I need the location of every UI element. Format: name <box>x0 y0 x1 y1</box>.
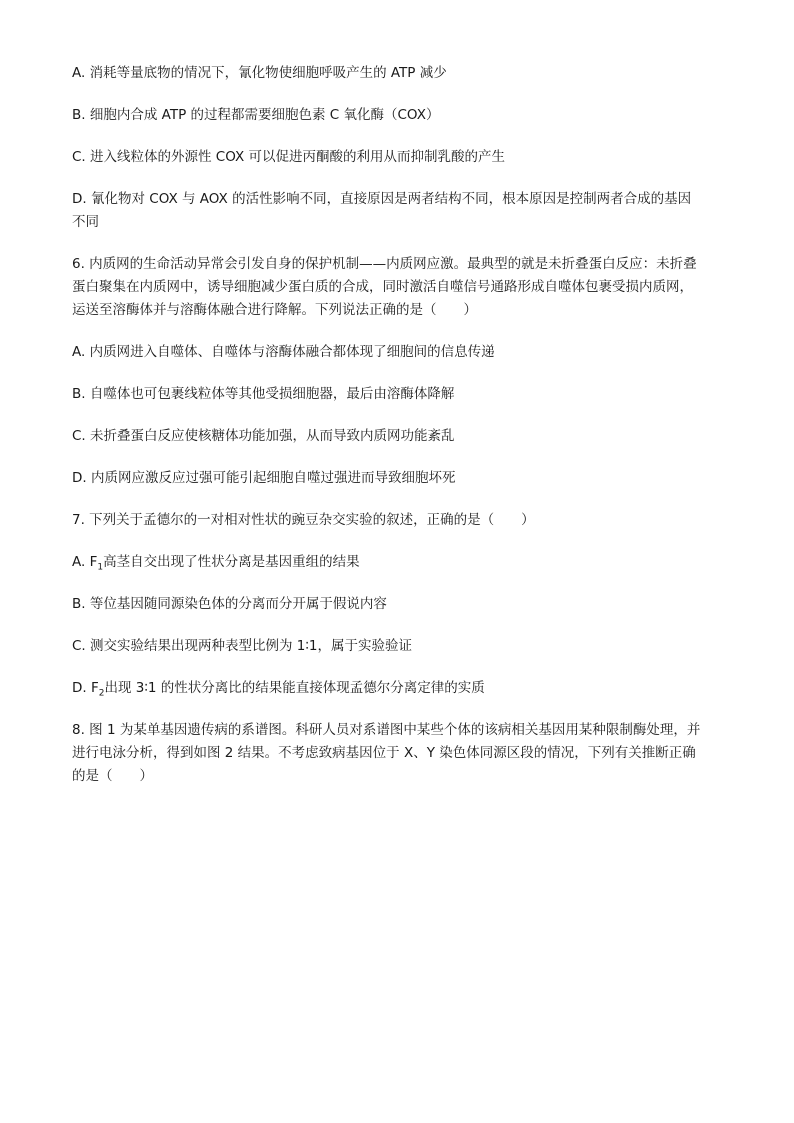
document-page <box>72 62 732 807</box>
q5-option-a: A. 消耗等量底物的情况下，氰化物使细胞呼吸产生的 ATP 减少 <box>72 65 447 81</box>
q6-stem-line2: 蛋白聚集在内质网中，诱导细胞减少蛋白质的合成，同时激活自噬信号通路形成自噬体包裹受损内质网， <box>72 279 693 295</box>
q7-option-b: B. 等位基因随同源染色体的分离而分开属于假说内容 <box>72 596 387 612</box>
q6-stem-line3: 运送至溶酶体并与溶酶体融合进行降解。下列说法正确的是（ ） <box>72 302 477 318</box>
q7-option-d-prefix: D. F <box>72 680 99 696</box>
q6-option-d: D. 内质网应激反应过强可能引起细胞自噬过强进而导致细胞坏死 <box>72 470 456 486</box>
q5-option-b: B. 细胞内合成 ATP 的过程都需要细胞色素 C 氧化酶（COX） <box>72 107 440 123</box>
q6-option-b: B. 自噬体也可包裹线粒体等其他受损细胞器，最后由溶酶体降解 <box>72 386 455 402</box>
q5-option-d-line2: 不同 <box>72 214 99 230</box>
q8-stem <box>72 719 732 788</box>
q5-option-c: C. 进入线粒体的外源性 COX 可以促进丙酮酸的利用从而抑制乳酸的产生 <box>72 149 506 165</box>
q7-stem: 7. 下列关于孟德尔的一对相对性状的豌豆杂交实验的叙述，正确的是（ ） <box>72 512 535 528</box>
q7-option-a-subscript: 1 <box>97 562 104 573</box>
q7-option-a <box>72 551 732 574</box>
q7-option-c: C. 测交实验结果出现两种表型比例为 1∶1，属于实验验证 <box>72 638 412 654</box>
q8-stem-line2: 进行电泳分析，得到如图 2 结果。不考虑致病基因位于 X、Y 染色体同源区段的情况，下列有关推断正确 <box>72 745 696 761</box>
q5-option-d <box>72 188 732 234</box>
q5-option-d-line1: D. 氰化物对 COX 与 AOX 的活性影响不同，直接原因是两者结构不同，根本原因是控制两者合成的基因 <box>72 191 692 207</box>
q7-option-d <box>72 677 732 700</box>
q7-option-d-text: 出现 3∶1 的性状分离比的结果能直接体现孟德尔分离定律的实质 <box>104 680 485 696</box>
q8-stem-line3: 的是（ ） <box>72 768 153 784</box>
q7-option-d-subscript: 2 <box>98 688 105 699</box>
q6-option-c: C. 未折叠蛋白反应使核糖体功能加强，从而导致内质网功能紊乱 <box>72 428 455 444</box>
q6-stem <box>72 253 732 322</box>
q6-option-a: A. 内质网进入自噬体、自噬体与溶酶体融合都体现了细胞间的信息传递 <box>72 344 495 360</box>
q6-stem-line1: 6. 内质网的生命活动异常会引发自身的保护机制——内质网应激。最典型的就是未折叠蛋白反应：未折叠 <box>72 256 697 272</box>
q7-option-a-prefix: A. F <box>72 554 98 570</box>
q8-stem-line1: 8. 图 1 为某单基因遗传病的系谱图。科研人员对系谱图中某些个体的该病相关基因用某种限制酶处理，并 <box>72 722 701 738</box>
q7-option-a-text: 高茎自交出现了性状分离是基因重组的结果 <box>103 554 360 570</box>
